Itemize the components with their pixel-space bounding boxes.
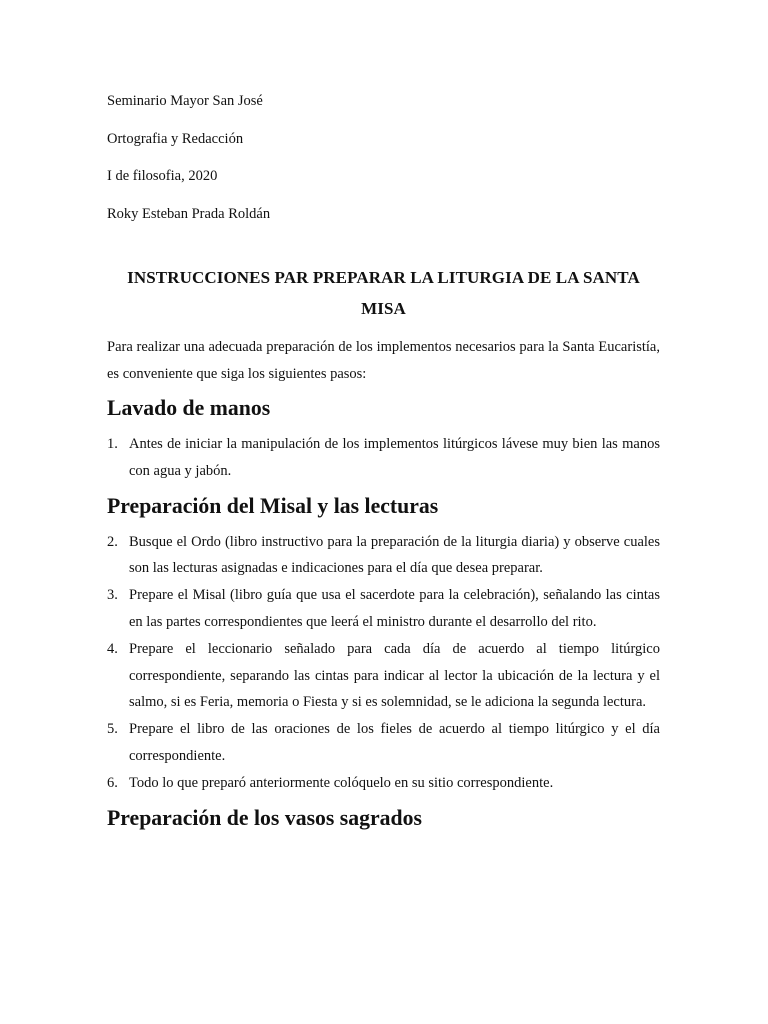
step-number: 1. bbox=[107, 436, 118, 452]
step-text: Todo lo que preparó anteriormente colóquelo en su sitio correspondiente. bbox=[129, 774, 554, 791]
step-number: 6. bbox=[107, 774, 118, 791]
course-name: Ortografia y Redacción bbox=[107, 130, 244, 147]
section-heading-misal-y-lecturas: Preparación del Misal y las lecturas bbox=[107, 493, 439, 518]
step-item bbox=[107, 716, 660, 770]
class-group: I de filosofia, 2020 bbox=[107, 168, 218, 184]
document-title bbox=[107, 262, 660, 324]
document-title-line-1: INSTRUCCIONES PAR PREPARAR LA LITURGIA DE LA SANTA bbox=[127, 268, 640, 287]
step-text: Antes de iniciar la manipulación de los implementos litúrgicos lávese muy bien las manos con agua y jabón. bbox=[129, 436, 660, 479]
step-number: 2. bbox=[107, 533, 118, 550]
step-text: Prepare el libro de las oraciones de los fieles de acuerdo al tiempo litúrgico y el día correspondiente. bbox=[129, 721, 660, 764]
step-text: Busque el Ordo (libro instructivo para la preparación de la liturgia diaria) y observe cuales son las lecturas asignadas e indicaciones para el día que desea preparar. bbox=[129, 533, 660, 577]
steps-list-lavado-de-manos bbox=[107, 431, 660, 485]
document-page bbox=[107, 86, 660, 831]
step-number: 3. bbox=[107, 587, 118, 604]
step-item bbox=[107, 770, 660, 797]
institution-name: Seminario Mayor San José bbox=[107, 93, 263, 109]
step-number: 5. bbox=[107, 721, 118, 738]
step-item bbox=[107, 582, 660, 636]
document-title-line-2: MISA bbox=[361, 299, 406, 318]
step-text: Prepare el Misal (libro guía que usa el sacerdote para la celebración), señalando las cintas en las partes correspondientes que leerá el ministro durante el desarrollo del rito. bbox=[129, 587, 660, 630]
step-item bbox=[107, 431, 660, 485]
step-item bbox=[107, 636, 660, 716]
section-heading-vasos-sagrados: Preparación de los vasos sagrados bbox=[107, 805, 422, 830]
steps-list-misal-y-lecturas bbox=[107, 529, 660, 797]
step-item bbox=[107, 529, 660, 583]
author-name: Roky Esteban Prada Roldán bbox=[107, 205, 271, 222]
intro-paragraph: Para realizar una adecuada preparación de los implementos necesarios para la Santa Eucaristía, es conveniente que siga los siguientes pasos: bbox=[107, 339, 660, 382]
step-text: Prepare el leccionario señalado para cada día de acuerdo al tiempo litúrgico correspondiente, separando las cintas para indicar al lector la ubicación de la lectura y el salmo, si es Feria, memoria o Fiesta y si es solemnidad, se le adiciona la segunda lectura. bbox=[129, 640, 660, 711]
section-heading-lavado-de-manos: Lavado de manos bbox=[107, 396, 271, 420]
step-number: 4. bbox=[107, 640, 118, 657]
